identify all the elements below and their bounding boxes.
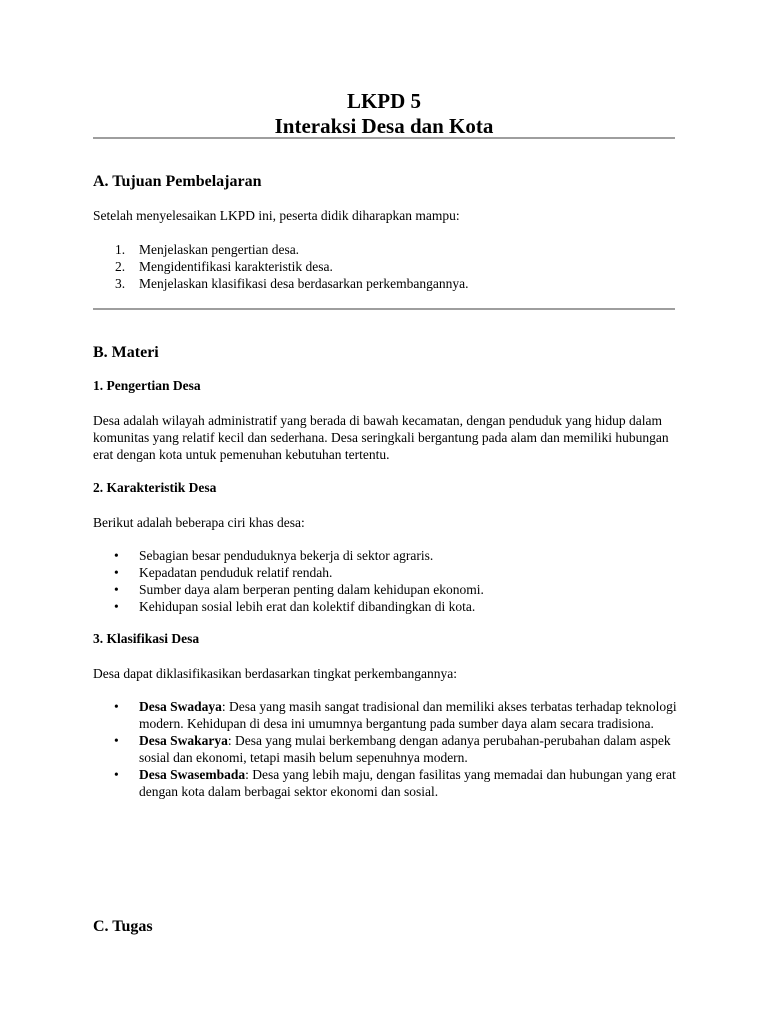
- classification-description: : Desa yang mulai berkembang dengan adanya perubahan-perubahan dalam aspek sosial dan ekonomi, tetapi masih belum sepenuhnya modern.: [139, 733, 671, 765]
- document-title: LKPD 5: [346, 89, 422, 113]
- bullet: •: [114, 599, 119, 614]
- document-subtitle: Interaksi Desa dan Kota: [274, 114, 494, 138]
- karakteristik-intro: Berikut adalah beberapa ciri khas desa:: [93, 515, 305, 530]
- objectives-list: [93, 241, 683, 292]
- section-a-intro: Setelah menyelesaikan LKPD ini, peserta didik diharapkan mampu:: [93, 208, 460, 223]
- list-item: [93, 275, 683, 292]
- klasifikasi-intro: Desa dapat diklasifikasikan berdasarkan tingkat perkembangannya:: [93, 666, 457, 681]
- list-number: 1.: [115, 242, 126, 257]
- bullet: •: [114, 767, 119, 782]
- list-item: [93, 598, 683, 615]
- list-number: 2.: [115, 259, 126, 274]
- classification-term: Desa Swadaya: [139, 699, 222, 714]
- pengertian-paragraph: Desa adalah wilayah administratif yang berada di bawah kecamatan, dengan penduduk yang hidup dalam komunitas yang relatif kecil dan sederhana. Desa seringkali bergantung pada alam dan memiliki hubungan erat dengan kota untuk pemenuhan kebutuhan tertentu.: [93, 413, 669, 462]
- subsection-heading-pengertian: 1. Pengertian Desa: [93, 378, 201, 393]
- objective-text: Mengidentifikasi karakteristik desa.: [139, 259, 333, 274]
- characteristic-text: Kehidupan sosial lebih erat dan kolektif dibandingkan di kota.: [139, 599, 476, 614]
- objective-text: Menjelaskan klasifikasi desa berdasarkan perkembangannya.: [139, 276, 469, 291]
- classification-term: Desa Swakarya: [139, 733, 228, 748]
- classification-description: : Desa yang masih sangat tradisional dan memiliki akses terbatas terhadap teknologi modern. Kehidupan di desa ini umumnya bergantung pada sumber daya alam secara tradisiona.: [139, 699, 677, 731]
- bullet: •: [114, 565, 119, 580]
- section-b-heading: B. Materi: [93, 344, 159, 361]
- list-item: [93, 698, 683, 732]
- list-item: [93, 732, 683, 766]
- subsection-heading-karakteristik: 2. Karakteristik Desa: [93, 480, 217, 495]
- title-divider: [93, 137, 675, 139]
- objective-text: Menjelaskan pengertian desa.: [139, 242, 300, 257]
- section-a-heading: A. Tujuan Pembelajaran: [93, 173, 262, 190]
- list-number: 3.: [115, 276, 126, 291]
- list-item: [93, 241, 683, 258]
- list-item: [93, 258, 683, 275]
- subsection-heading-klasifikasi: 3. Klasifikasi Desa: [93, 631, 200, 646]
- list-item: [93, 766, 683, 800]
- characteristic-text: Kepadatan penduduk relatif rendah.: [139, 565, 333, 580]
- section-divider: [93, 308, 675, 310]
- section-c-heading: C. Tugas: [93, 918, 153, 935]
- list-item: [93, 581, 683, 598]
- klasifikasi-list: [93, 698, 683, 800]
- bullet: •: [114, 733, 119, 748]
- bullet: •: [114, 548, 119, 563]
- characteristic-text: Sebagian besar penduduknya bekerja di sektor agraris.: [139, 548, 434, 563]
- list-item: [93, 564, 683, 581]
- classification-term: Desa Swasembada: [139, 767, 246, 782]
- bullet: •: [114, 699, 119, 714]
- bullet: •: [114, 582, 119, 597]
- karakteristik-list: [93, 547, 683, 615]
- list-item: [93, 547, 683, 564]
- characteristic-text: Sumber daya alam berperan penting dalam kehidupan ekonomi.: [139, 582, 484, 597]
- classification-description: : Desa yang lebih maju, dengan fasilitas yang memadai dan hubungan yang erat dengan kota dalam berbagai sektor ekonomi dan sosial.: [139, 767, 676, 799]
